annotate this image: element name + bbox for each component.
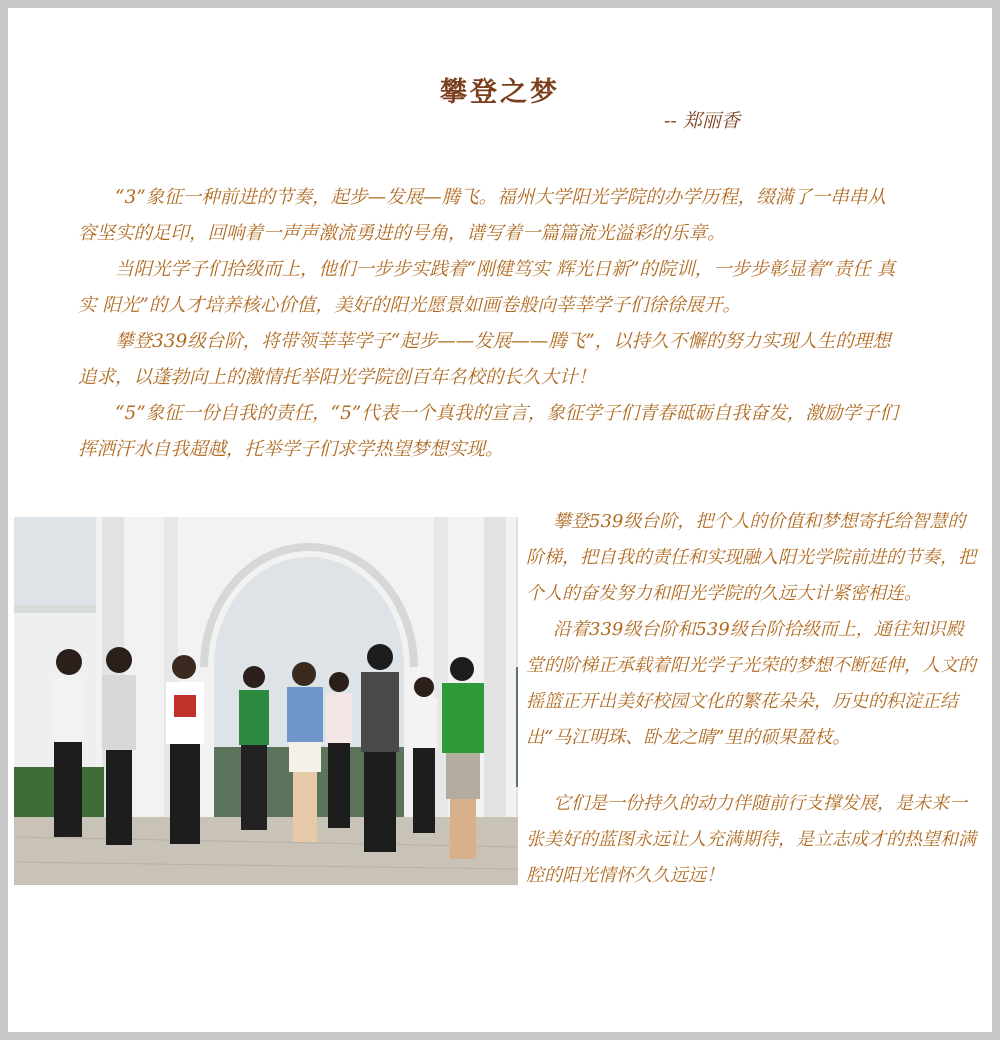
page-title: 攀登之梦 [440,77,560,108]
document-page [8,8,992,1032]
students-walking-photo [14,517,518,885]
author-line: -- 郑丽香 [664,110,740,132]
paragraph-2: 当阳光学子们拾级而上，他们一步步实践着“刚健笃实 辉光日新”的院训，一步步彰显着“责任 真实 阳光”的人才培养核心价值，美好的阳光愿景如画卷般向莘莘学子们徐徐展开。 [78,259,896,316]
right-paragraph-3: 它们是一份持久的动力伴随前行支撑发展，是未来一张美好的蓝图永远让人充满期待，是立志成才的热望和满腔的阳光情怀久久远远！ [526,793,976,886]
right-paragraph-1: 攀登539级台阶，把个人的价值和梦想寄托给智慧的阶梯，把自我的责任和实现融入阳光学院前进的节奏，把个人的奋发努力和阳光学院的久远大计紧密相连。 [526,511,976,604]
paragraph-3: 攀登339级台阶，将带领莘莘学子“起步——发展——腾飞”，以持久不懈的努力实现人生的理想追求，以蓬勃向上的激情托举阳光学院创百年名校的长久大计！ [78,331,891,388]
paragraph-4: “5”象征一份自我的责任，“5”代表一个真我的宣言，象征学子们青春砥砺自我奋发，激励学子们挥洒汗水自我超越，托举学子们求学热望梦想实现。 [78,403,898,460]
paragraph-1: “3”象征一种前进的节奏，起步—发展—腾飞。福州大学阳光学院的办学历程，缀满了一串串从容坚实的足印，回响着一声声激流勇进的号角，谱写着一篇篇流光溢彩的乐章。 [78,187,886,244]
right-paragraph-2: 沿着339级台阶和539级台阶拾级而上，通往知识殿堂的阶梯正承载着阳光学子光荣的梦想不断延伸，人文的摇篮正开出美好校园文化的繁花朵朵，历史的积淀正结出“马江明珠、卧龙之睛”里的硕果盈枝。 [526,619,976,748]
